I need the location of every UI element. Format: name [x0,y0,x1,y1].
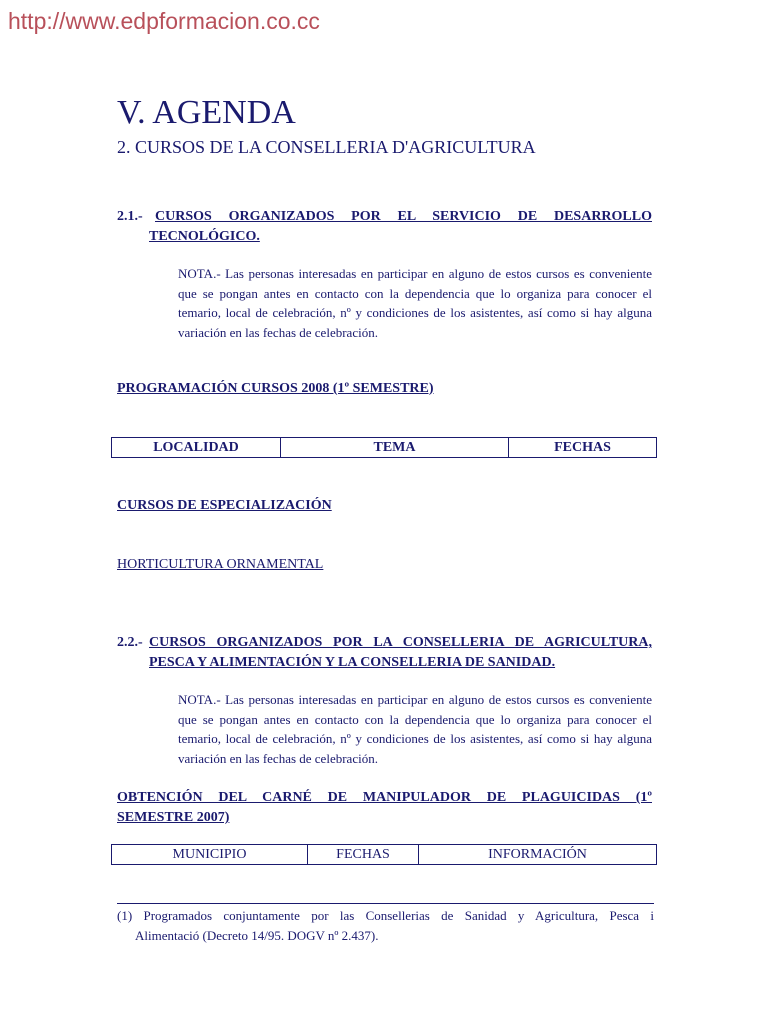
municipio-table [111,844,657,865]
obtencion-line1: OBTENCIÓN DEL CARNÉ DE MANIPULADOR DE PLAGUICIDAS (1º [117,790,652,805]
programacion-heading: PROGRAMACIÓN CURSOS 2008 (1º SEMESTRE) [117,381,434,396]
column-header-informacion: INFORMACIÓN [419,845,657,865]
column-header-fechas: FECHAS [509,438,657,458]
obtencion-line2: SEMESTRE 2007) [117,810,230,825]
section-number: 2.1.- [117,209,143,224]
section-title-line1: CURSOS ORGANIZADOS POR LA CONSELLERIA DE AGRICULTURA, [149,635,652,650]
table-header-row [112,438,657,458]
page-title: V. AGENDA [117,94,296,131]
footnote-line2: Alimentació (Decreto 14/95. DOGV nº 2.437). [135,928,379,943]
column-header-tema: TEMA [281,438,509,458]
table-header-row [112,845,657,865]
localidad-table [111,437,657,458]
obtencion-heading [117,788,652,828]
watermark-url: http://www.edpformacion.co.cc [8,8,320,34]
section-title-line2: PESCA Y ALIMENTACIÓN Y LA CONSELLERIA DE SANIDAD. [149,655,556,670]
footnote-line1: (1) Programados conjuntamente por las Consellerias de Sanidad y Agricultura, Pesca i [117,908,654,923]
section-title-line2: TECNOLÓGICO. [149,229,260,244]
nota-paragraph: NOTA.- Las personas interesadas en participar en alguno de estos cursos es conveniente que se pongan antes en contacto con la dependencia que lo organiza para conocer el temario, local de celebración, nº y condiciones de los asistentes, así como si hay alguna variación en las fechas de celebración. [178,266,652,340]
column-header-municipio: MUNICIPIO [112,845,308,865]
horticultura-link: HORTICULTURA ORNAMENTAL [117,557,324,572]
section-2-2-heading [117,633,652,673]
section-title-line1: CURSOS ORGANIZADOS POR EL SERVICIO DE DESARROLLO [155,209,652,224]
footnote-divider [117,903,654,904]
footnote [117,906,654,946]
section-number: 2.2.- [117,635,143,650]
especializacion-heading: CURSOS DE ESPECIALIZACIÓN [117,498,332,513]
column-header-fechas: FECHAS [308,845,419,865]
section-2-1-heading [117,207,652,247]
nota-paragraph: NOTA.- Las personas interesadas en participar en alguno de estos cursos es conveniente que se pongan antes en contacto con la dependencia que lo organiza para conocer el temario, local de celebración, nº y condiciones de los asistentes, así como si hay alguna variación en las fechas de celebración. [178,692,652,766]
page-subtitle: 2. CURSOS DE LA CONSELLERIA D'AGRICULTURA [117,137,536,157]
column-header-localidad: LOCALIDAD [112,438,281,458]
